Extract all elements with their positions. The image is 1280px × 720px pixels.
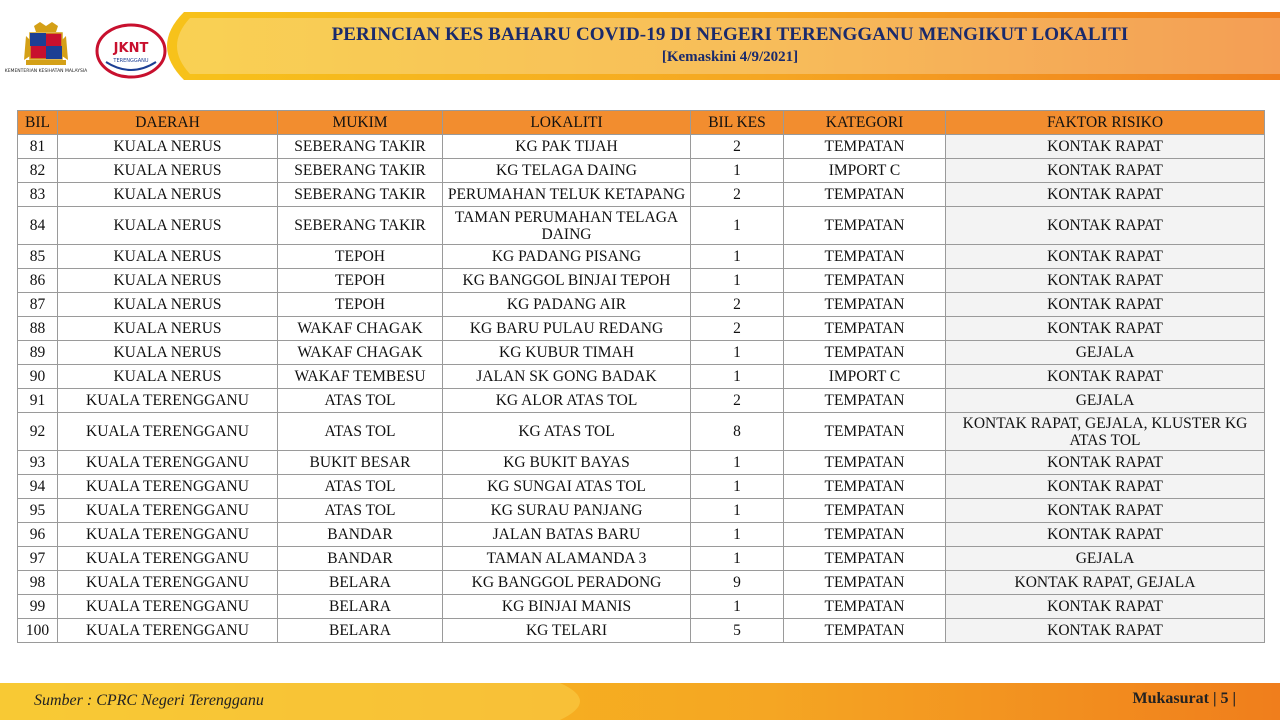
table-row (18, 475, 1265, 499)
table-row (18, 619, 1265, 643)
table-cell: 1 (691, 207, 784, 245)
table-cell: WAKAF TEMBESU (278, 365, 443, 389)
table-cell: 94 (18, 475, 58, 499)
table-row (18, 595, 1265, 619)
table-cell: 97 (18, 547, 58, 571)
table-cell: TEMPATAN (784, 135, 946, 159)
table-cell: TEMPATAN (784, 293, 946, 317)
table-cell: KUALA TERENGGANU (58, 475, 278, 499)
table-cell: 8 (691, 413, 784, 451)
table-cell: KONTAK RAPAT (946, 365, 1265, 389)
ministry-crest-icon (4, 20, 88, 86)
table-cell: TEMPATAN (784, 451, 946, 475)
column-header: MUKIM (278, 111, 443, 135)
table-cell: KUALA NERUS (58, 135, 278, 159)
table-cell: TEMPATAN (784, 413, 946, 451)
table-cell: WAKAF CHAGAK (278, 317, 443, 341)
table-cell: KG BANGGOL PERADONG (443, 571, 691, 595)
table-cell: KUALA TERENGGANU (58, 413, 278, 451)
table-cell: KONTAK RAPAT, GEJALA, KLUSTER KG ATAS TOL (946, 413, 1265, 451)
logo-right-text: JKNT (113, 41, 149, 56)
table-cell: 1 (691, 159, 784, 183)
table-cell: 91 (18, 389, 58, 413)
table-cell: KUALA NERUS (58, 183, 278, 207)
table-cell: KUALA TERENGGANU (58, 619, 278, 643)
column-header: BIL (18, 111, 58, 135)
table-row (18, 135, 1265, 159)
table-cell: KG BANGGOL BINJAI TEPOH (443, 269, 691, 293)
table-cell: TEMPATAN (784, 317, 946, 341)
column-header: BIL KES (691, 111, 784, 135)
table-cell: 1 (691, 595, 784, 619)
table-row (18, 523, 1265, 547)
column-header: LOKALITI (443, 111, 691, 135)
table-cell: TEMPATAN (784, 499, 946, 523)
table-row (18, 245, 1265, 269)
table-cell: 87 (18, 293, 58, 317)
table-cell: 82 (18, 159, 58, 183)
table-cell: TEMPATAN (784, 245, 946, 269)
table-cell: ATAS TOL (278, 475, 443, 499)
table-cell: GEJALA (946, 341, 1265, 365)
table-cell: 98 (18, 571, 58, 595)
source-note: Sumber : CPRC Negeri Terengganu (34, 692, 264, 709)
table-cell: IMPORT C (784, 365, 946, 389)
table-cell: 1 (691, 523, 784, 547)
table-cell: TEPOH (278, 269, 443, 293)
table-row (18, 547, 1265, 571)
table-row (18, 159, 1265, 183)
table-cell: 93 (18, 451, 58, 475)
header-title-block (180, 24, 1280, 66)
table-cell: GEJALA (946, 547, 1265, 571)
table-cell: 2 (691, 389, 784, 413)
table-cell: BELARA (278, 595, 443, 619)
table-cell: KG SUNGAI ATAS TOL (443, 475, 691, 499)
table-row (18, 183, 1265, 207)
table-cell: TAMAN ALAMANDA 3 (443, 547, 691, 571)
table-cell: 2 (691, 293, 784, 317)
table-row (18, 293, 1265, 317)
table-row (18, 413, 1265, 451)
table-cell: KONTAK RAPAT (946, 595, 1265, 619)
table-cell: KUALA NERUS (58, 269, 278, 293)
table-cell: GEJALA (946, 389, 1265, 413)
table-cell: 5 (691, 619, 784, 643)
table-cell: TEMPATAN (784, 269, 946, 293)
table-cell: IMPORT C (784, 159, 946, 183)
table-cell: TEMPATAN (784, 207, 946, 245)
table-cell: 1 (691, 365, 784, 389)
table-cell: 86 (18, 269, 58, 293)
table-cell: TEMPATAN (784, 389, 946, 413)
table-cell: BUKIT BESAR (278, 451, 443, 475)
page-subtitle: [Kemaskini 4/9/2021] (661, 49, 799, 65)
table-cell: KONTAK RAPAT (946, 475, 1265, 499)
table-cell: TEMPATAN (784, 183, 946, 207)
table-cell: KONTAK RAPAT, GEJALA (946, 571, 1265, 595)
table-cell: TEMPATAN (784, 619, 946, 643)
table-cell: ATAS TOL (278, 389, 443, 413)
table-cell: KONTAK RAPAT (946, 499, 1265, 523)
column-header: DAERAH (58, 111, 278, 135)
table-cell: KUALA NERUS (58, 293, 278, 317)
table-cell: JALAN SK GONG BADAK (443, 365, 691, 389)
table-cell: KG TELARI (443, 619, 691, 643)
page-title: PERINCIAN KES BAHARU COVID-19 DI NEGERI TERENGGANU MENGIKUT LOKALITI (331, 24, 1129, 45)
table-cell: 1 (691, 451, 784, 475)
table-row (18, 317, 1265, 341)
table-row (18, 499, 1265, 523)
table-cell: JALAN BATAS BARU (443, 523, 691, 547)
table-row (18, 207, 1265, 245)
table-cell: KUALA TERENGGANU (58, 595, 278, 619)
table-cell: 9 (691, 571, 784, 595)
table-row (18, 571, 1265, 595)
logo-left-caption: KEMENTERIAN KESIHATAN MALAYSIA (4, 69, 88, 74)
table-cell: 81 (18, 135, 58, 159)
column-header: FAKTOR RISIKO (946, 111, 1265, 135)
table-cell: WAKAF CHAGAK (278, 341, 443, 365)
table-cell: SEBERANG TAKIR (278, 159, 443, 183)
table-cell: SEBERANG TAKIR (278, 207, 443, 245)
table-cell: KUALA TERENGGANU (58, 571, 278, 595)
table-cell: BELARA (278, 619, 443, 643)
table-cell: KONTAK RAPAT (946, 523, 1265, 547)
table-cell: BANDAR (278, 547, 443, 571)
table-cell: TEMPATAN (784, 475, 946, 499)
table-cell: TEMPATAN (784, 341, 946, 365)
table-row (18, 389, 1265, 413)
table-row (18, 341, 1265, 365)
table-cell: KUALA TERENGGANU (58, 451, 278, 475)
table-cell: 2 (691, 317, 784, 341)
table-cell: 1 (691, 269, 784, 293)
table-cell: KUALA NERUS (58, 159, 278, 183)
table-cell: 83 (18, 183, 58, 207)
table-cell: 84 (18, 207, 58, 245)
table-row (18, 451, 1265, 475)
table-cell: KG BARU PULAU REDANG (443, 317, 691, 341)
logo-right-caption: TERENGGANU (113, 58, 149, 64)
table-cell: KONTAK RAPAT (946, 451, 1265, 475)
table-cell: KUALA TERENGGANU (58, 547, 278, 571)
table-row (18, 365, 1265, 389)
table-cell: TEMPATAN (784, 523, 946, 547)
table-cell: ATAS TOL (278, 499, 443, 523)
table-cell: 1 (691, 499, 784, 523)
table-cell: KUALA TERENGGANU (58, 523, 278, 547)
table-cell: KONTAK RAPAT (946, 619, 1265, 643)
table-cell: PERUMAHAN TELUK KETAPANG (443, 183, 691, 207)
table-cell: BANDAR (278, 523, 443, 547)
table-cell: TEPOH (278, 245, 443, 269)
table-cell: KONTAK RAPAT (946, 245, 1265, 269)
table-cell: KONTAK RAPAT (946, 183, 1265, 207)
table-cell: KG SURAU PANJANG (443, 499, 691, 523)
table-cell: KONTAK RAPAT (946, 207, 1265, 245)
table-cell: 1 (691, 341, 784, 365)
table-cell: 92 (18, 413, 58, 451)
table-cell: 88 (18, 317, 58, 341)
table-cell: KG TELAGA DAING (443, 159, 691, 183)
table-cell: BELARA (278, 571, 443, 595)
table-cell: 100 (18, 619, 58, 643)
table-cell: 1 (691, 475, 784, 499)
page-number: Mukasurat | 5 | (1132, 690, 1236, 707)
table-cell: SEBERANG TAKIR (278, 135, 443, 159)
table-cell: ATAS TOL (278, 413, 443, 451)
table-cell: 85 (18, 245, 58, 269)
table-cell: KUALA TERENGGANU (58, 499, 278, 523)
table-cell: KG ALOR ATAS TOL (443, 389, 691, 413)
table-cell: TAMAN PERUMAHAN TELAGA DAING (443, 207, 691, 245)
table-cell: TEMPATAN (784, 595, 946, 619)
table-cell: 1 (691, 245, 784, 269)
table-cell: KONTAK RAPAT (946, 159, 1265, 183)
table-cell: TEMPATAN (784, 547, 946, 571)
table-row (18, 269, 1265, 293)
table-cell: KG ATAS TOL (443, 413, 691, 451)
table-header (18, 111, 1265, 135)
table-cell: KG BINJAI MANIS (443, 595, 691, 619)
table-cell: KUALA NERUS (58, 245, 278, 269)
table-cell: KONTAK RAPAT (946, 269, 1265, 293)
table-cell: KUALA NERUS (58, 207, 278, 245)
table-cell: 1 (691, 547, 784, 571)
table-cell: 2 (691, 135, 784, 159)
table-cell: 89 (18, 341, 58, 365)
table-cell: KUALA NERUS (58, 365, 278, 389)
table-cell: KG PAK TIJAH (443, 135, 691, 159)
table-cell: 2 (691, 183, 784, 207)
table-cell: TEPOH (278, 293, 443, 317)
table-cell: KONTAK RAPAT (946, 135, 1265, 159)
table-body (18, 135, 1265, 643)
table-cell: SEBERANG TAKIR (278, 183, 443, 207)
table-cell: 90 (18, 365, 58, 389)
table-cell: KG KUBUR TIMAH (443, 341, 691, 365)
table-cell: KG PADANG AIR (443, 293, 691, 317)
table-cell: KG BUKIT BAYAS (443, 451, 691, 475)
table-cell: 95 (18, 499, 58, 523)
column-header: KATEGORI (784, 111, 946, 135)
table-cell: 96 (18, 523, 58, 547)
table-cell: TEMPATAN (784, 571, 946, 595)
table-cell: KUALA TERENGGANU (58, 389, 278, 413)
table-cell: 99 (18, 595, 58, 619)
table-cell: KUALA NERUS (58, 341, 278, 365)
table-cell: KONTAK RAPAT (946, 293, 1265, 317)
table-cell: KONTAK RAPAT (946, 317, 1265, 341)
cases-table (17, 110, 1265, 643)
table-cell: KG PADANG PISANG (443, 245, 691, 269)
table-cell: KUALA NERUS (58, 317, 278, 341)
